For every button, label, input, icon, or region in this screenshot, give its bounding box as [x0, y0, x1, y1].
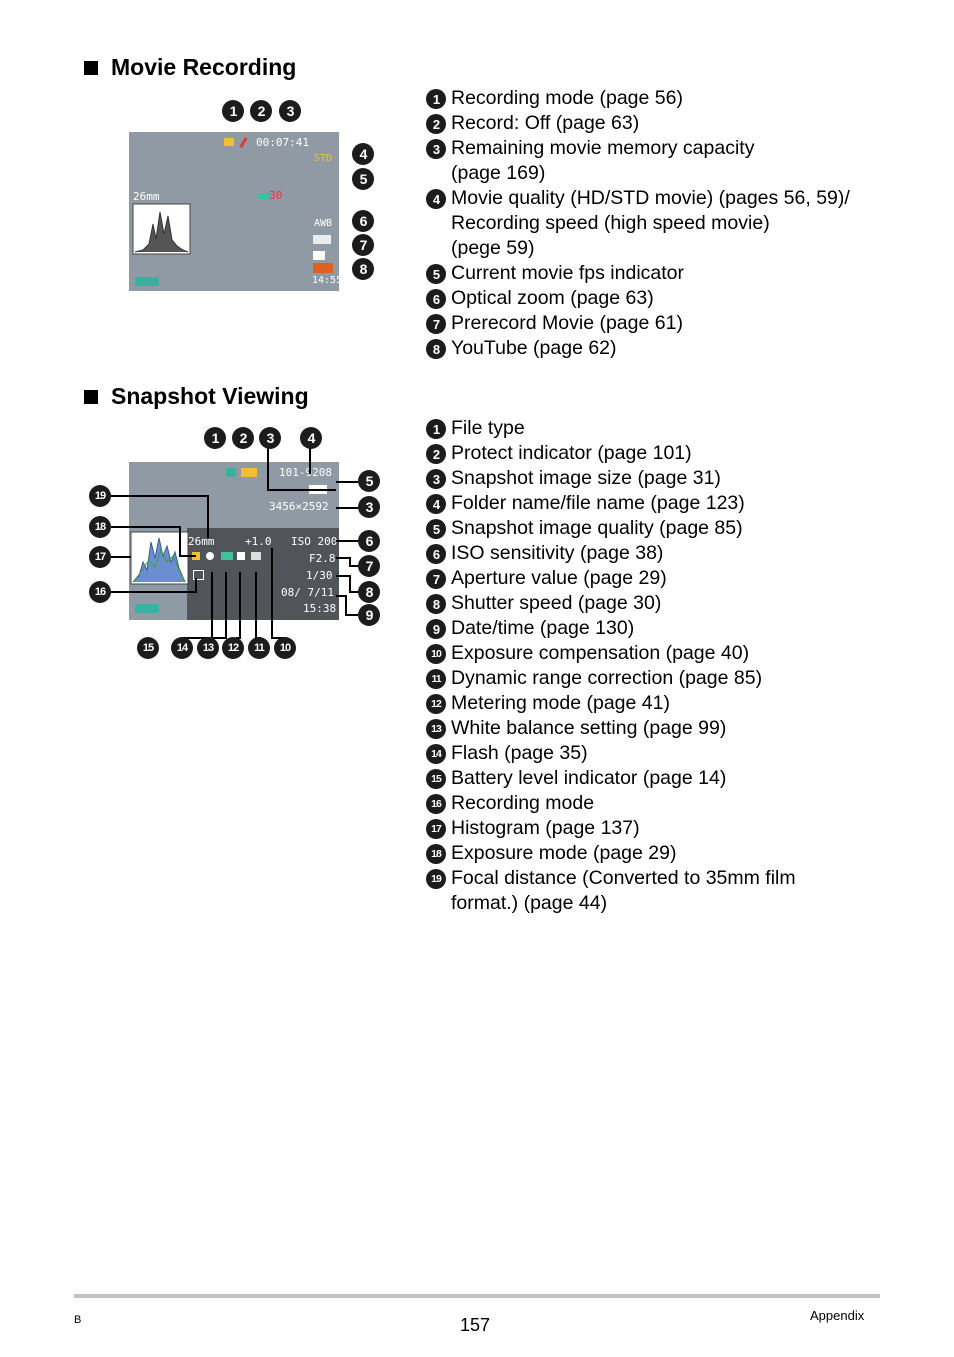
movie-callout-5: 5	[352, 168, 374, 190]
snapshot-callout-13: 13	[197, 637, 219, 659]
snapshot-callout-6: 6	[358, 530, 380, 552]
legend-text	[451, 766, 926, 791]
legend-text-line: Record: Off (page 63)	[451, 112, 640, 134]
focal-readout: 26mm	[133, 190, 160, 203]
footer-left-mark: B	[74, 1314, 82, 1326]
snapshot-callout-18: 18	[89, 516, 111, 538]
snapshot-callout-3: 3	[259, 427, 281, 449]
shutter-readout: 1/30	[306, 569, 333, 582]
legend-text-line: Aperture value (page 29)	[451, 567, 667, 589]
footer-rule	[74, 1294, 880, 1298]
legend-text	[451, 791, 926, 816]
snapshot-callout-5: 5	[358, 470, 380, 492]
legend-number-badge: 9	[426, 619, 446, 639]
legend-item	[426, 841, 926, 866]
legend-text-line: ISO sensitivity (page 38)	[451, 542, 664, 564]
legend-text	[451, 866, 926, 916]
legend-text-line: (pege 59)	[451, 237, 535, 259]
legend-number-badge: 17	[426, 819, 446, 839]
date-readout: 08/ 7/11	[281, 586, 334, 599]
legend-number-badge: 7	[426, 569, 446, 589]
legend-number-badge: 4	[426, 189, 446, 209]
snapshot-callout-17: 17	[89, 546, 111, 568]
legend-text-line: (page 169)	[451, 162, 546, 184]
aperture-readout: F2.8	[309, 552, 336, 565]
legend-item	[426, 816, 926, 841]
snapshot-callout-12: 12	[222, 637, 244, 659]
movie-callout-4: 4	[352, 143, 374, 165]
legend-item	[426, 766, 926, 791]
snapshot-callout-2: 2	[232, 427, 254, 449]
legend-item	[426, 716, 926, 741]
legend-text-line: format.) (page 44)	[451, 892, 608, 914]
legend-text-line: Metering mode (page 41)	[451, 692, 670, 714]
legend-text-line: White balance setting (page 99)	[451, 717, 727, 739]
legend-text-line: Movie quality (HD/STD movie) (pages 56, 59)/	[451, 187, 850, 209]
legend-text-line: Folder name/file name (page 123)	[451, 492, 745, 514]
legend-text-line: Protect indicator (page 101)	[451, 442, 692, 464]
legend-text-line: Exposure compensation (page 40)	[451, 642, 750, 664]
legend-text-line: Optical zoom (page 63)	[451, 287, 654, 309]
legend-text-line: YouTube (page 62)	[451, 337, 617, 359]
legend-text	[451, 716, 926, 741]
legend-text-line: Prerecord Movie (page 61)	[451, 312, 683, 334]
legend-number-badge: 1	[426, 419, 446, 439]
legend-number-badge: 5	[426, 264, 446, 284]
movie-callout-2: 2	[250, 100, 272, 122]
page-number: 157	[460, 1315, 491, 1335]
snapshot-callout-4: 4	[300, 427, 322, 449]
legend-number-badge: 6	[426, 544, 446, 564]
movie-recording-title: Movie Recording	[111, 54, 297, 80]
time-readout: 15:38	[303, 602, 337, 615]
legend-text-line: Recording speed (high speed movie)	[451, 212, 770, 234]
legend-text-line: Date/time (page 130)	[451, 617, 635, 639]
legend-text-line: Recording mode (page 56)	[451, 87, 683, 109]
movie-callout-8: 8	[352, 258, 374, 280]
legend-number-badge: 13	[426, 719, 446, 739]
legend-number-badge: 3	[426, 469, 446, 489]
iso-readout: ISO 200	[291, 535, 338, 548]
legend-number-badge: 8	[426, 594, 446, 614]
legend-text-line: Snapshot image size (page 31)	[451, 467, 721, 489]
section-name: Appendix	[810, 1308, 865, 1323]
fps-readout: 30	[269, 189, 283, 202]
legend-text-line: Flash (page 35)	[451, 742, 588, 764]
focal-readout: 26mm	[188, 535, 215, 548]
snapshot-callout-14: 14	[171, 637, 193, 659]
legend-text-line: Current movie fps indicator	[451, 262, 685, 284]
clock-readout: 14:55	[312, 275, 343, 286]
movie-callout-1: 1	[222, 100, 244, 122]
legend-item	[426, 741, 926, 766]
movie-quality-badge: STD	[314, 153, 333, 164]
legend-text-line: Histogram (page 137)	[451, 817, 640, 839]
legend-number-badge: 3	[426, 139, 446, 159]
white-balance-readout: AWB	[314, 218, 333, 229]
legend-number-badge: 4	[426, 494, 446, 514]
legend-text-line: Snapshot image quality (page 85)	[451, 517, 743, 539]
legend-number-badge: 2	[426, 444, 446, 464]
remaining-time-readout: 00:07:41	[256, 136, 309, 149]
legend-text-line: Remaining movie memory capacity	[451, 137, 755, 159]
legend-text-line: Battery level indicator (page 14)	[451, 767, 727, 789]
movie-callout-6: 6	[352, 210, 374, 232]
legend-number-badge: 15	[426, 769, 446, 789]
legend-number-badge: 8	[426, 339, 446, 359]
legend-number-badge: 7	[426, 314, 446, 334]
legend-number-badge: 2	[426, 114, 446, 134]
legend-text	[451, 841, 926, 866]
movie-callout-3: 3	[279, 100, 301, 122]
legend-text-line: Focal distance (Converted to 35mm film	[451, 867, 796, 889]
snapshot-callout-10: 10	[274, 637, 296, 659]
image-size-readout: 3456×2592	[269, 500, 329, 513]
snapshot-callout-8: 8	[358, 581, 380, 603]
legend-number-badge: 14	[426, 744, 446, 764]
legend-text-line: Exposure mode (page 29)	[451, 842, 677, 864]
legend-number-badge: 16	[426, 794, 446, 814]
snapshot-callout-9: 9	[358, 604, 380, 626]
snapshot-viewing-title: Snapshot Viewing	[111, 383, 309, 409]
snapshot-callout-11: 11	[248, 637, 270, 659]
legend-text-line: File type	[451, 417, 525, 439]
legend-text	[451, 741, 926, 766]
legend-text-line: Recording mode	[451, 792, 595, 814]
snapshot-callout-19: 19	[89, 485, 111, 507]
snapshot-callout-3b: 3	[358, 496, 380, 518]
legend-number-badge: 11	[426, 669, 446, 689]
legend-number-badge: 1	[426, 89, 446, 109]
legend-number-badge: 18	[426, 844, 446, 864]
legend-number-badge: 19	[426, 869, 446, 889]
file-name-readout: 101-9208	[279, 466, 332, 479]
movie-callout-7: 7	[352, 234, 374, 256]
snapshot-callout-16: 16	[89, 581, 111, 603]
snapshot-callout-1: 1	[204, 427, 226, 449]
legend-number-badge: 10	[426, 644, 446, 664]
legend-text-line: Dynamic range correction (page 85)	[451, 667, 763, 689]
legend-item	[426, 866, 926, 916]
legend-text	[451, 816, 926, 841]
legend-number-badge: 5	[426, 519, 446, 539]
legend-text-line: Shutter speed (page 30)	[451, 592, 662, 614]
legend-number-badge: 12	[426, 694, 446, 714]
exposure-comp-readout: +1.0	[245, 535, 272, 548]
legend-number-badge: 6	[426, 289, 446, 309]
legend-item	[426, 791, 926, 816]
snapshot-callout-7: 7	[358, 555, 380, 577]
snapshot-callout-15: 15	[137, 637, 159, 659]
